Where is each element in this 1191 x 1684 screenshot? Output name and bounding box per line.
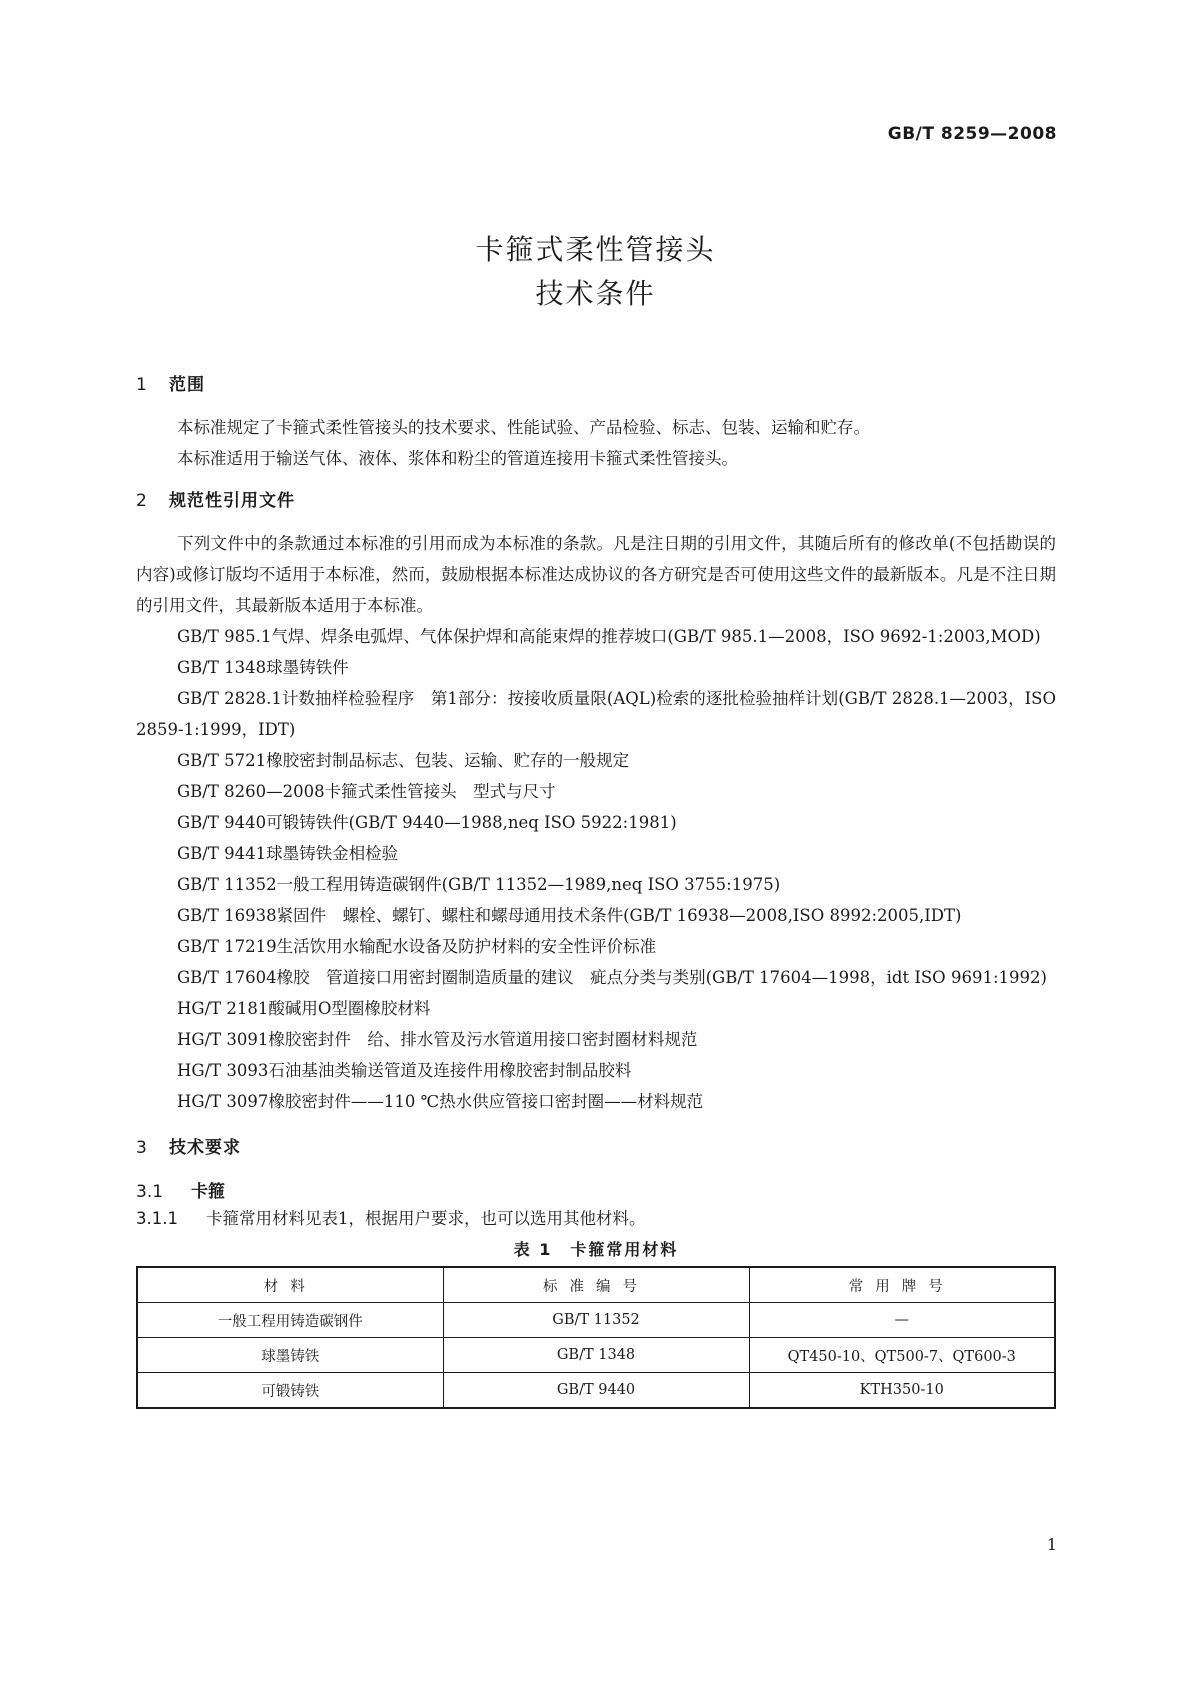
reference-text: 一般工程用铸造碳钢件(GB/T 11352—1989,neq ISO 3755:1975)	[276, 875, 781, 894]
reference-item	[136, 776, 1056, 807]
section-3-heading	[136, 1135, 1056, 1161]
reference-code: GB/T 17604	[177, 968, 277, 987]
standard-number: GB/T 8259—2008	[887, 124, 1057, 144]
reference-code: HG/T 3091	[177, 1030, 269, 1049]
reference-code: GB/T 5721	[177, 751, 267, 770]
reference-text: 橡胶 管道接口用密封圈制造质量的建议 疵点分类与类别(GB/T 17604—1998，idt ISO 9691:1992)	[276, 968, 1047, 987]
cell-grade: —	[749, 1303, 1055, 1338]
reference-text: 紧固件 螺栓、螺钉、螺柱和螺母通用技术条件(GB/T 16938—2008,ISO 8992:2005,IDT)	[276, 906, 962, 925]
table-1-caption: 表 1 卡箍常用材料	[513, 1240, 679, 1259]
reference-item	[136, 1055, 1056, 1086]
header-common-grade: 常用牌号	[749, 1267, 1055, 1303]
reference-text: 酸碱用O型圈橡胶材料	[268, 999, 431, 1018]
header-standard-number: 标准编号	[443, 1267, 749, 1303]
table-row	[137, 1338, 1055, 1373]
subsection-title: 卡箍	[191, 1182, 225, 1202]
reference-code: GB/T 9441	[177, 844, 267, 863]
reference-item	[136, 621, 1056, 652]
section-title: 规范性引用文件	[169, 491, 295, 511]
reference-code: GB/T 1348	[177, 658, 267, 677]
reference-code: HG/T 3093	[177, 1061, 269, 1080]
reference-text: 气焊、焊条电弧焊、气体保护焊和高能束焊的推荐坡口(GB/T 985.1—2008，ISO 9692-1:2003,MOD)	[271, 627, 1041, 646]
reference-item	[136, 931, 1056, 962]
reference-text: 球墨铸铁金相检验	[266, 844, 399, 863]
references-intro: 下列文件中的条款通过本标准的引用而成为本标准的条款。凡是注日期的引用文件，其随后所有的修改单(不包括勘误的内容)或修订版均不适用于本标准，然而，鼓励根据本标准达成协议的各方研究是否可使用这些文件的最新版本。凡是不注日期的引用文件，其最新版本适用于本标准。	[136, 534, 1056, 615]
reference-code: GB/T 9440	[177, 813, 267, 832]
header-material: 材料	[137, 1267, 443, 1303]
cell-material: 可锻铸铁	[137, 1373, 443, 1409]
section-number: 2	[136, 491, 148, 511]
reference-text: 石油基油类输送管道及连接件用橡胶密封制品胶料	[268, 1061, 632, 1080]
reference-text: 卡箍式柔性管接头 型式与尺寸	[324, 782, 556, 801]
cell-grade: KTH350-10	[749, 1373, 1055, 1409]
reference-code: HG/T 2181	[177, 999, 269, 1018]
cell-standard: GB/T 1348	[443, 1338, 749, 1373]
clause-number: 3.1.1	[136, 1209, 178, 1228]
cell-grade: QT450-10、QT500-7、QT600-3	[749, 1338, 1055, 1373]
reference-item	[136, 1024, 1056, 1055]
reference-text: 生活饮用水输配水设备及防护材料的安全性评价标准	[276, 937, 657, 956]
page-number: 1	[1046, 1535, 1057, 1554]
section-title: 技术要求	[169, 1138, 241, 1158]
section-2-heading	[136, 488, 1056, 514]
reference-list	[136, 621, 1056, 1117]
reference-code: GB/T 17219	[177, 937, 277, 956]
section-title: 范围	[169, 375, 205, 395]
cell-material: 球墨铸铁	[137, 1338, 443, 1373]
subsection-3-1-heading	[136, 1179, 1056, 1205]
table-row	[137, 1373, 1055, 1409]
scope-paragraph-2: 本标准适用于输送气体、液体、浆体和粉尘的管道连接用卡箍式柔性管接头。	[177, 449, 738, 468]
cell-material: 一般工程用铸造碳钢件	[137, 1303, 443, 1338]
cell-standard: GB/T 9440	[443, 1373, 749, 1409]
reference-text: 计数抽样检验程序 第1部分：按接收质量限(AQL)检索的逐批检验抽样计划(GB/T 2828.1—2003，ISO 2859-1:1999，IDT)	[136, 689, 1056, 739]
reference-text: 橡胶密封件 给、排水管及污水管道用接口密封圈材料规范	[268, 1030, 698, 1049]
reference-code: GB/T 985.1	[177, 627, 272, 646]
section-number: 1	[136, 375, 148, 395]
materials-table	[136, 1266, 1056, 1409]
reference-item	[136, 683, 1056, 745]
title-line-2: 技术条件	[535, 277, 656, 310]
subsection-number: 3.1	[136, 1182, 164, 1202]
reference-code: GB/T 16938	[177, 906, 277, 925]
reference-text: 可锻铸铁件(GB/T 9440—1988,neq ISO 5922:1981)	[266, 813, 677, 832]
clause-text: 卡箍常用材料见表1，根据用户要求，也可以选用其他材料。	[206, 1209, 646, 1228]
scope-paragraph-1: 本标准规定了卡箍式柔性管接头的技术要求、性能试验、产品检验、标志、包装、运输和贮存。	[177, 418, 870, 437]
reference-item	[136, 962, 1056, 993]
reference-item	[136, 869, 1056, 900]
title-line-1: 卡箍式柔性管接头	[475, 233, 716, 266]
reference-item	[136, 838, 1056, 869]
reference-text: 球墨铸铁件	[266, 658, 349, 677]
table-row	[137, 1303, 1055, 1338]
document-title	[0, 228, 1191, 316]
reference-text: 橡胶密封制品标志、包装、运输、贮存的一般规定	[266, 751, 630, 770]
table-header-row	[137, 1267, 1055, 1303]
section-1-heading	[136, 372, 1056, 398]
reference-code: GB/T 8260—2008	[177, 782, 325, 801]
reference-code: HG/T 3097	[177, 1092, 269, 1111]
reference-item	[136, 900, 1056, 931]
reference-item	[136, 652, 1056, 683]
reference-code: GB/T 2828.1	[177, 689, 282, 708]
cell-standard: GB/T 11352	[443, 1303, 749, 1338]
clause-3-1-1	[136, 1205, 1056, 1233]
reference-item	[136, 1086, 1056, 1117]
document-body	[136, 372, 1056, 1409]
section-number: 3	[136, 1138, 148, 1158]
reference-text: 橡胶密封件——110 ℃热水供应管接口密封圈——材料规范	[268, 1092, 704, 1111]
reference-item	[136, 745, 1056, 776]
reference-item	[136, 993, 1056, 1024]
reference-code: GB/T 11352	[177, 875, 277, 894]
reference-item	[136, 807, 1056, 838]
